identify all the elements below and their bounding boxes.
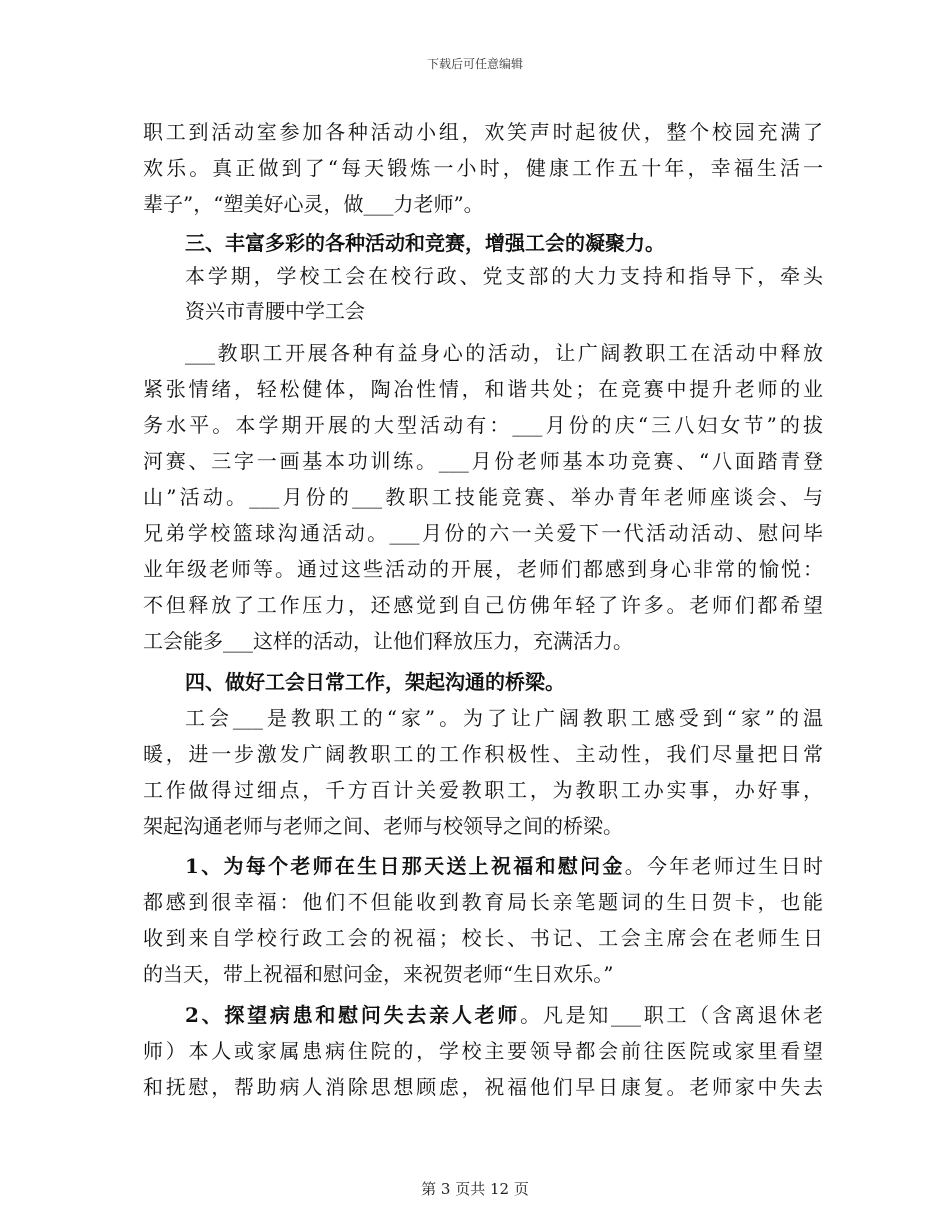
text-line: 和抚慰，帮助病人消除思想顾虑，祝福他们早日康复。老师家中失去	[143, 1075, 823, 1099]
text-line: 师）本人或家属患病住院的，学校主要领导都会前往医院或家里看望	[143, 1039, 823, 1063]
section-heading: 三、丰富多彩的各种活动和竞赛，增强工会的凝聚力。	[185, 231, 665, 255]
text-line: 暖，进一步激发广阔教职工的工作积极性、主动性，我们尽量把日常	[143, 742, 823, 766]
text-line: 兄弟学校篮球沟通活动。___月份的六一关爱下一代活动活动、慰问毕	[143, 521, 823, 545]
text-line: 河赛、三字一画基本功训练。___月份老师基本功竞赛、“八面踏青登	[143, 449, 823, 473]
text-line: 收到来自学校行政工会的祝福；校长、书记、工会主席会在老师生日	[143, 926, 823, 950]
page-footer: 第 3 页共 12 页	[421, 1180, 529, 1198]
text-line: 1、为每个老师在生日那天送上祝福和慰问金。今年老师过生日时	[185, 854, 823, 878]
text-line: 职工到活动室参加各种活动小组，欢笑声时起彼伏，整个校园充满了	[143, 120, 823, 144]
section-heading: 四、做好工会日常工作，架起沟通的桥梁。	[185, 670, 565, 694]
text-line: 欢乐。真正做到了“每天锻炼一小时，健康工作五十年，幸福生活一	[143, 156, 823, 180]
page-header: 下载后可任意编辑	[426, 57, 523, 71]
text-line: 2、探望病患和慰问失去亲人老师。凡是知___职工（含离退休老	[185, 1003, 823, 1027]
text-line: ___教职工开展各种有益身心的活动，让广阔教职工在活动中释放	[185, 341, 823, 365]
text-line: 都感到很幸福：他们不但能收到教育局长亲笔题词的生日贺卡，也能	[143, 890, 823, 914]
text-line: 的当天，带上祝福和慰问金，来祝贺老师“生日欢乐。”	[143, 962, 614, 986]
text-line: 架起沟通老师与老师之间、老师与校领导之间的桥梁。	[143, 814, 623, 838]
text-line: 不但释放了工作压力，还感觉到自己仿佛年轻了许多。老师们都希望	[143, 593, 823, 617]
text-line: 山”活动。___月份的___教职工技能竞赛、举办青年老师座谈会、与	[143, 485, 823, 509]
text-line: 业年级老师等。通过这些活动的开展，老师们都感到身心非常的愉悦：	[143, 557, 823, 581]
text-line: 工会___是教职工的“家”。为了让广阔教职工感受到“家”的温	[185, 706, 823, 730]
text-line: 紧张情绪，轻松健体，陶冶性情，和谐共处；在竞赛中提升老师的业	[143, 377, 823, 401]
text-line: 工会能多___这样的活动，让他们释放压力，充满活力。	[143, 629, 633, 653]
text-line: 工作做得过细点，千方百计关爱教职工，为教职工办实事，办好事，	[143, 778, 823, 802]
text-line: 务水平。本学期开展的大型活动有：___月份的庆“三八妇女节”的拔	[143, 413, 823, 437]
text-line: 辈子”，“塑美好心灵，做___力老师”。	[143, 192, 484, 216]
text-line: 本学期，学校工会在校行政、党支部的大力支持和指导下，牵头	[185, 264, 823, 288]
text-line: 资兴市青腰中学工会	[185, 299, 365, 323]
